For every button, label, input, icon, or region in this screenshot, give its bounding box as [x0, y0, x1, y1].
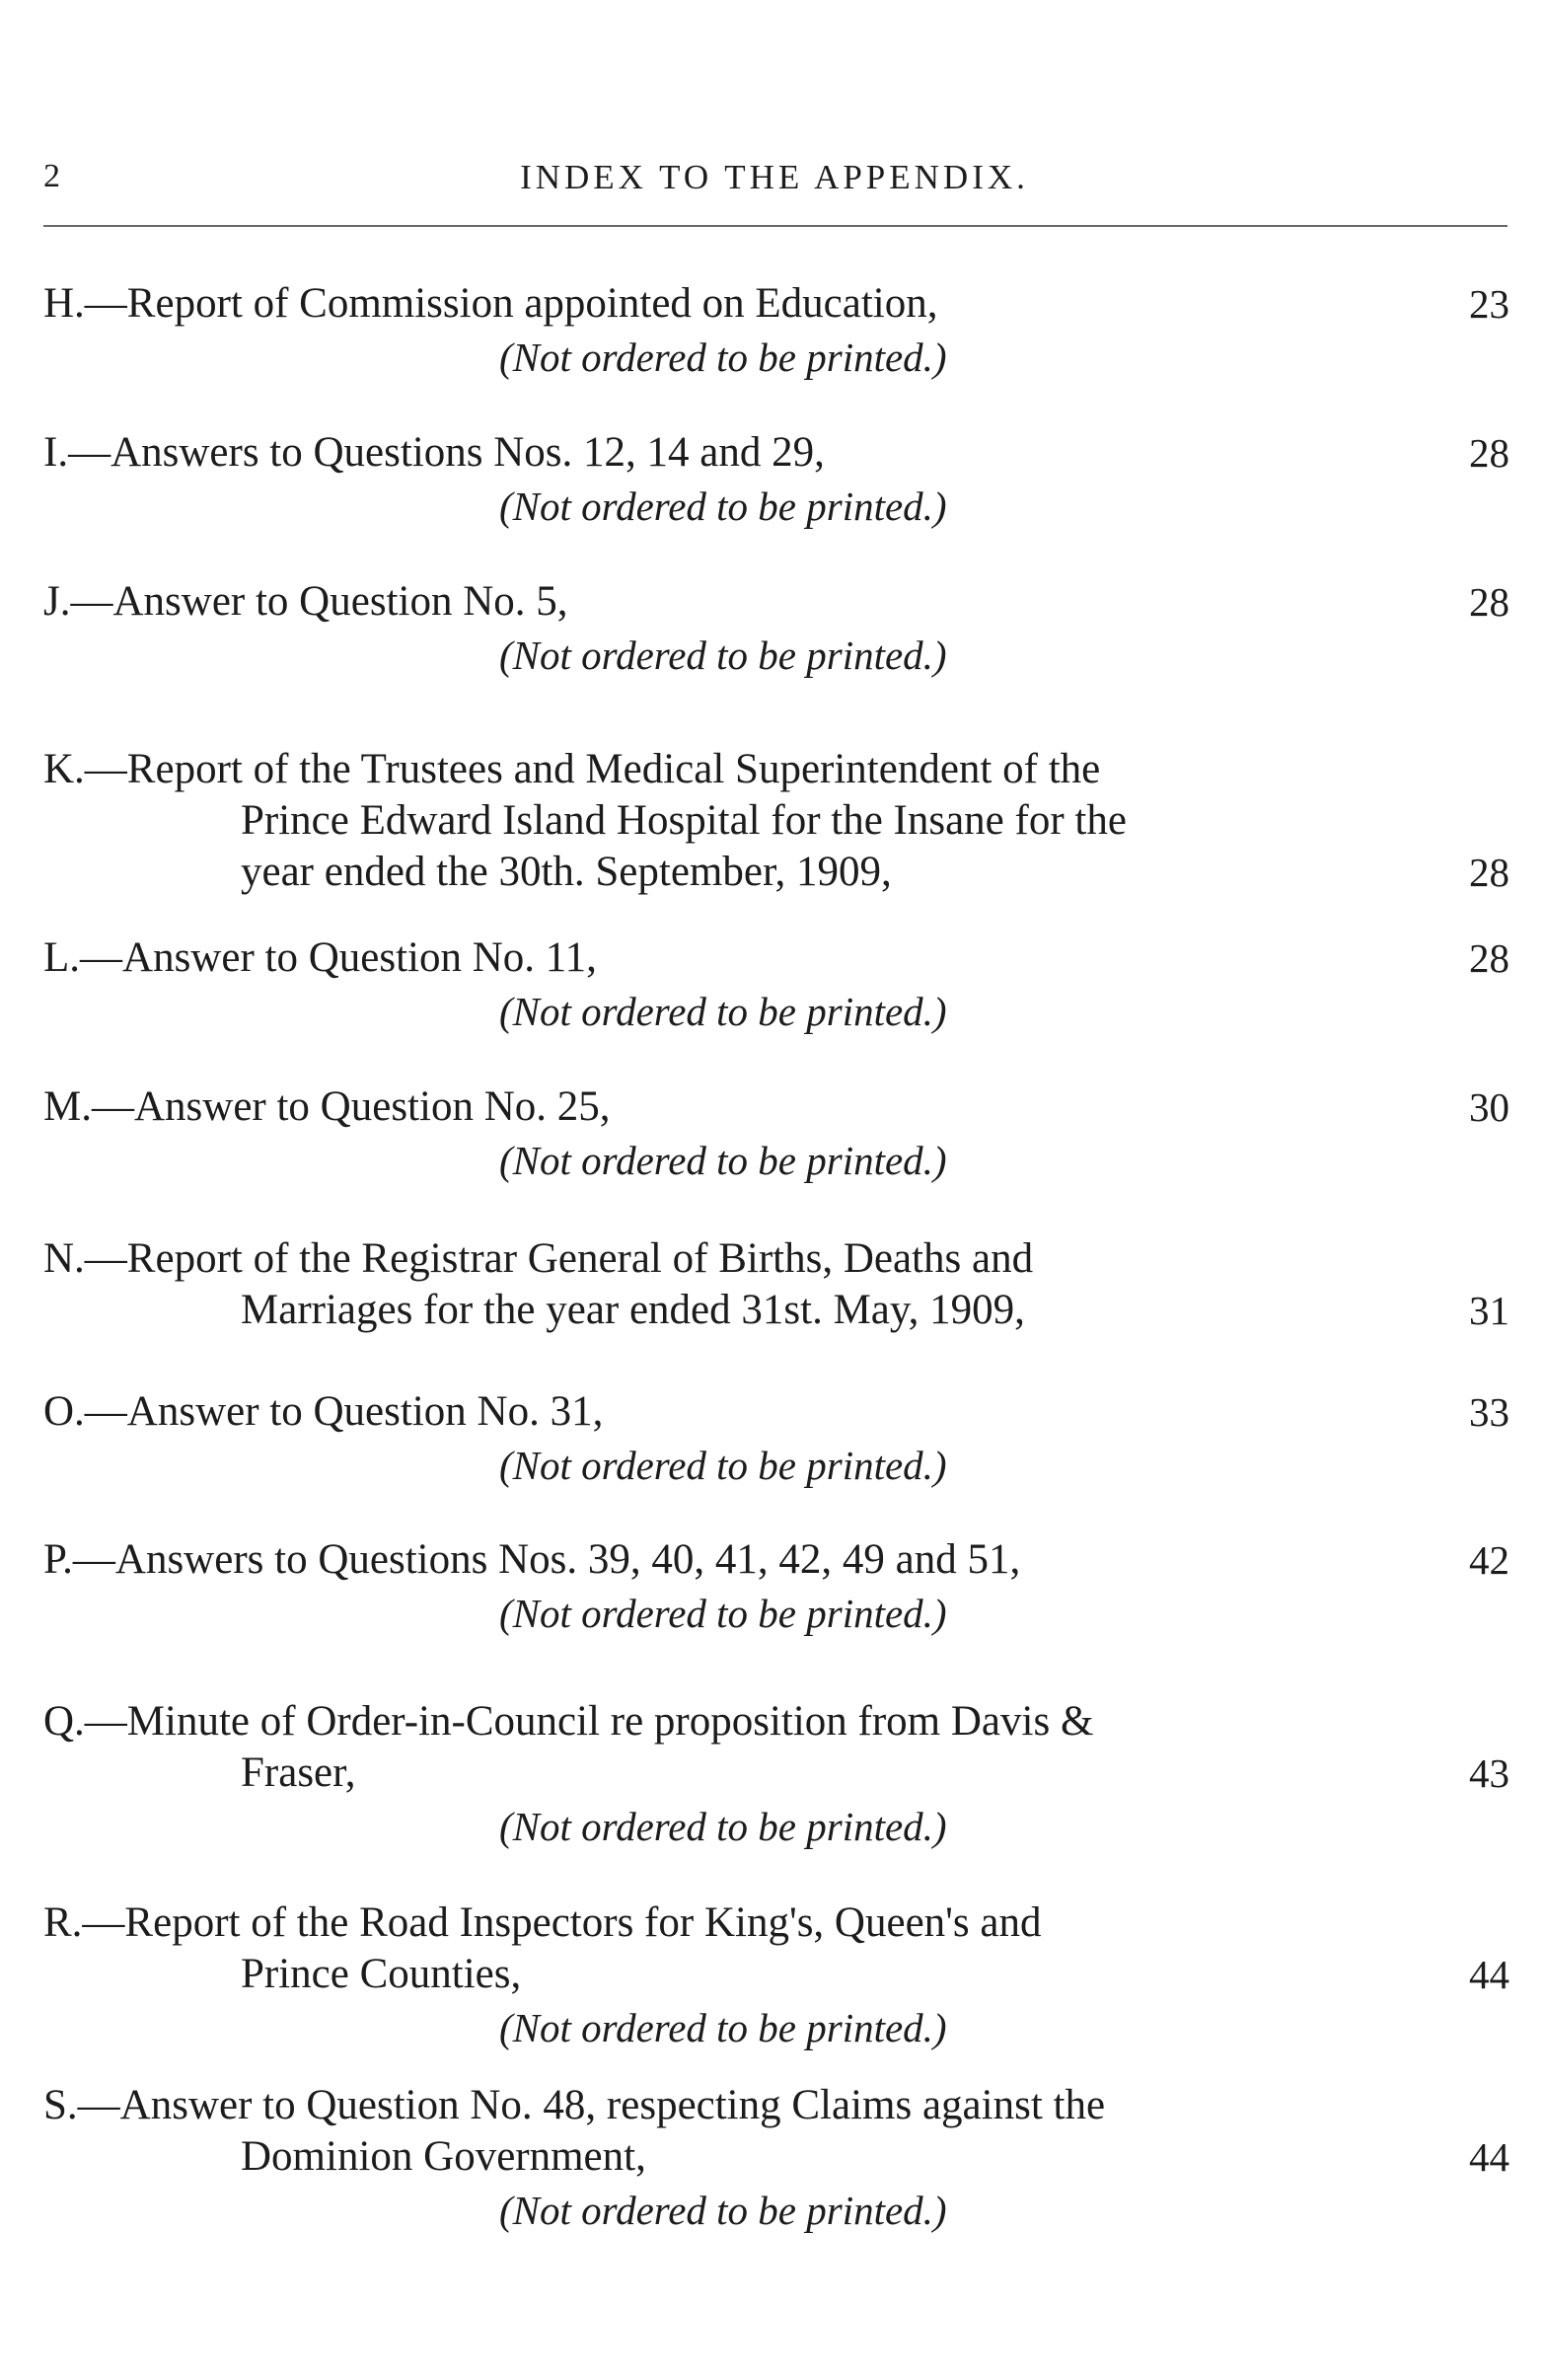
index-entry-r	[43, 1897, 1509, 2055]
entry-line	[43, 2080, 1509, 2131]
entry-title: N.—Report of the Registrar General of Births, Deaths and	[43, 1235, 1034, 1282]
entry-note: (Not ordered to be printed.)	[499, 989, 947, 1034]
entry-title: P.—Answers to Questions Nos. 39, 40, 41, 42, 49 and 51,	[43, 1536, 1021, 1583]
entry-title: R.—Report of the Road Inspectors for King's, Queen's and	[43, 1899, 1042, 1946]
entry-title-continued: year ended the 30th. September, 1909,	[241, 849, 892, 895]
entry-line	[43, 1534, 1509, 1586]
entry-note: (Not ordered to be printed.)	[499, 2005, 947, 2050]
entry-title: H.—Report of Commission appointed on Education,	[43, 280, 938, 327]
entry-line	[43, 1696, 1509, 1748]
index-entry-n	[43, 1233, 1509, 1336]
entry-note: (Not ordered to be printed.)	[499, 1591, 947, 1636]
index-entry-o	[43, 1386, 1509, 1493]
index-entry-l	[43, 932, 1509, 1039]
entry-line-continued	[43, 795, 1509, 847]
entry-page-number: 30	[1469, 1084, 1509, 1130]
index-entry-h	[43, 278, 1509, 385]
entry-line	[43, 576, 1509, 628]
entry-line	[43, 1386, 1509, 1438]
entry-note: (Not ordered to be printed.)	[499, 1138, 947, 1183]
entry-title-continued: Marriages for the year ended 31st. May, 1909,	[241, 1287, 1025, 1333]
entry-line-continued	[43, 2131, 1509, 2183]
index-entry-i	[43, 427, 1509, 534]
entry-page-number: 28	[1469, 579, 1509, 625]
entry-page-number: 44	[1469, 2134, 1509, 2180]
index-entry-q	[43, 1696, 1509, 1854]
entry-page-number: 28	[1469, 850, 1509, 895]
entry-page-number: 23	[1469, 281, 1509, 327]
entry-line	[43, 932, 1509, 984]
entry-page-number: 42	[1469, 1537, 1509, 1583]
entry-line-continued	[43, 1949, 1509, 2000]
entry-title: I.—Answers to Questions Nos. 12, 14 and 29,	[43, 429, 825, 476]
entry-page-number: 28	[1469, 430, 1509, 476]
entry-note: (Not ordered to be printed.)	[499, 632, 947, 678]
entry-title-continued: Dominion Government,	[241, 2133, 646, 2180]
entry-line-continued	[43, 847, 1509, 898]
entry-line	[43, 278, 1509, 330]
page-number: 2	[43, 158, 61, 194]
entry-title: L.—Answer to Question No. 11,	[43, 934, 597, 981]
entry-page-number: 31	[1469, 1288, 1509, 1333]
entry-title-continued: Prince Edward Island Hospital for the Insane for the	[241, 797, 1127, 844]
entry-title: K.—Report of the Trustees and Medical Superintendent of the	[43, 746, 1101, 792]
entry-title: O.—Answer to Question No. 31,	[43, 1388, 604, 1435]
entry-line-continued	[43, 1748, 1509, 1799]
entry-title-continued: Prince Counties,	[241, 1951, 522, 1997]
index-entry-p	[43, 1534, 1509, 1641]
entry-title: M.—Answer to Question No. 25,	[43, 1083, 611, 1130]
entry-note: (Not ordered to be printed.)	[499, 335, 947, 380]
index-entry-s	[43, 2080, 1509, 2238]
entry-title: S.—Answer to Question No. 48, respecting Claims against the	[43, 2082, 1106, 2128]
running-title: INDEX TO THE APPENDIX.	[520, 158, 1029, 196]
entry-line	[43, 1233, 1509, 1285]
entry-page-number: 28	[1469, 935, 1509, 981]
index-entry-j	[43, 576, 1509, 683]
index-entry-m	[43, 1081, 1509, 1188]
entry-line	[43, 427, 1509, 479]
entry-line-continued	[43, 1285, 1509, 1336]
entry-title: Q.—Minute of Order-in-Council re proposition from Davis &	[43, 1698, 1094, 1745]
entry-title: J.—Answer to Question No. 5,	[43, 578, 568, 625]
entry-page-number: 33	[1469, 1389, 1509, 1435]
entry-note: (Not ordered to be printed.)	[499, 483, 947, 529]
entry-line	[43, 1081, 1509, 1133]
entry-note: (Not ordered to be printed.)	[499, 2188, 947, 2233]
entry-page-number: 44	[1469, 1952, 1509, 1997]
entry-note: (Not ordered to be printed.)	[499, 1804, 947, 1849]
index-entry-k	[43, 744, 1509, 898]
entry-title-continued: Fraser,	[241, 1749, 356, 1796]
entry-line	[43, 1897, 1509, 1949]
entry-page-number: 43	[1469, 1750, 1509, 1796]
entry-note: (Not ordered to be printed.)	[499, 1443, 947, 1488]
entry-line	[43, 744, 1509, 795]
